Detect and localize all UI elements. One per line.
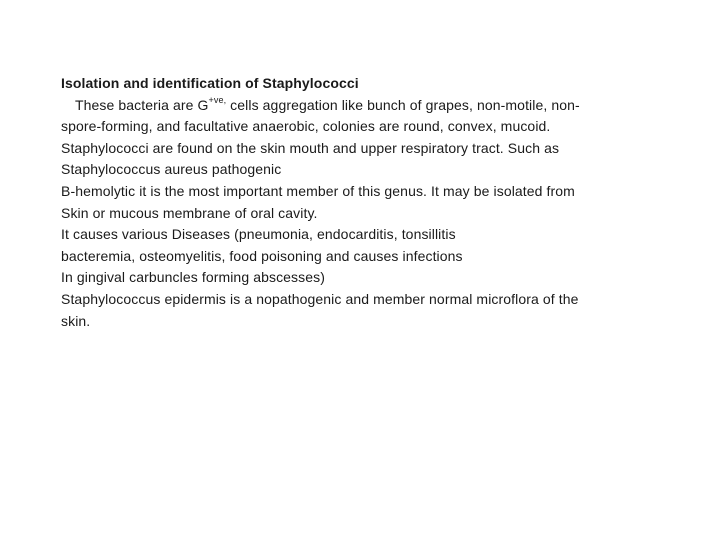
- gram-positive-superscript: +ve,: [208, 94, 227, 105]
- body-line: Staphylococcus aureus pathogenic: [61, 161, 282, 178]
- body-line: It causes various Diseases (pneumonia, endocarditis, tonsillitis: [61, 226, 456, 243]
- intro-line-end: cells aggregation like bunch of grapes, non-motile, non-: [226, 96, 580, 113]
- intro-line-start: These bacteria are G: [75, 96, 209, 113]
- body-line: bacteremia, osteomyelitis, food poisoning and causes infections: [61, 247, 463, 264]
- document-title: Isolation and identification of Staphylococci: [61, 75, 359, 91]
- body-line: Staphylococci are found on the skin mouth and upper respiratory tract. Such as: [61, 139, 560, 156]
- body-line: skin.: [61, 312, 91, 329]
- body-line: Skin or mucous membrane of oral cavity.: [61, 204, 318, 221]
- text-block: [61, 73, 681, 332]
- body-line: B-hemolytic it is the most important member of this genus. It may be isolated from: [61, 182, 575, 199]
- intro-line: [61, 95, 681, 117]
- body-line: spore-forming, and facultative anaerobic, colonies are round, convex, mucoid.: [61, 118, 551, 135]
- body-line: Staphylococcus epidermis is a nopathogenic and member normal microflora of the: [61, 290, 579, 307]
- body-line: In gingival carbuncles forming abscesses): [61, 269, 326, 286]
